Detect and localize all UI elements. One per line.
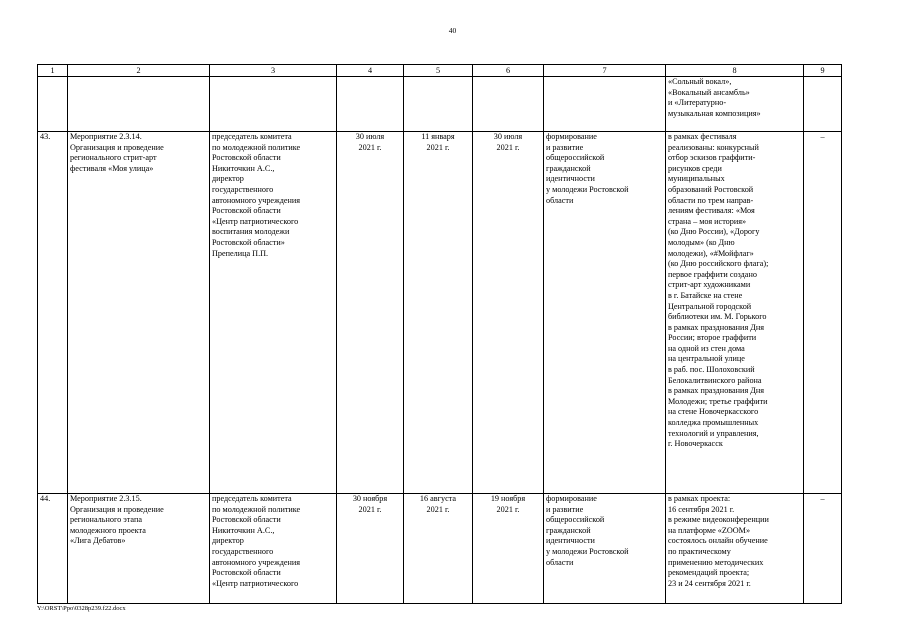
cell-event: Мероприятие 2.3.14. Организация и проведение регионального стрит-арт фестиваля «Моя улица» [68, 132, 210, 494]
cell-date-start: 30 ноября 2021 г. [337, 494, 404, 604]
cell-num [38, 77, 68, 132]
cell-reason: – [804, 494, 842, 604]
cell-date-actual: 16 августа 2021 г. [404, 494, 473, 604]
page-number: 40 [448, 26, 457, 35]
header-cell: 8 [666, 65, 804, 77]
header-cell: 4 [337, 65, 404, 77]
header-cell: 9 [804, 65, 842, 77]
cell-date-end [473, 77, 544, 132]
header-cell: 3 [210, 65, 337, 77]
cell-date-actual [404, 77, 473, 132]
cell-actual-result: в рамках фестиваля реализованы: конкурсный отбор эскизов граффити- рисунков среди муниципальных образований Ростовской области по трем направ- лениям фестиваля: «Моя страна – моя история» (ко Дню России), «Дорогу молодым» (ко Дню молодежи), «#Мойфлаг» (ко Дню российского флага); первое граффити создано стрит-арт художниками в г. Батайске на стене Центральной городской библиотеки им. М. Горького в рамках празднования Дня России; второе граффити на одной из стен дома на центральной улице в раб. пос. Шолоховский Белокалитвинского района в рамках празднования Дня Молодежи; третье граффити на стене Новочеркасского колледжа промышленных технологий и управления, г. Новочеркасск [666, 132, 804, 494]
header-cell: 1 [38, 65, 68, 77]
cell-date-end: 19 ноября 2021 г. [473, 494, 544, 604]
cell-actual-result: «Сольный вокал», «Вокальный ансамбль» и «Литературно- музыкальная композиция» [666, 77, 804, 132]
header-cell: 5 [404, 65, 473, 77]
cell-date-actual: 11 января 2021 г. [404, 132, 473, 494]
cell-result: формирование и развитие общероссийской гражданской идентичности у молодежи Ростовской области [544, 494, 666, 604]
header-cell: 2 [68, 65, 210, 77]
cell-reason [804, 77, 842, 132]
cell-date-start: 30 июля 2021 г. [337, 132, 404, 494]
cell-date-start [337, 77, 404, 132]
cell-responsible: председатель комитета по молодежной политике Ростовской области Никиточкин А.С., директор государственного автономного учреждения Ростовской области «Центр патриотического воспитания молодежи Ростовской области» Препелица П.П. [210, 132, 337, 494]
header-cell: 6 [473, 65, 544, 77]
cell-event: Мероприятие 2.3.15. Организация и проведение регионального этапа молодежного проекта «Лига Дебатов» [68, 494, 210, 604]
cell-result [544, 77, 666, 132]
cell-result: формирование и развитие общероссийской гражданской идентичности у молодежи Ростовской области [544, 132, 666, 494]
cell-reason: – [804, 132, 842, 494]
header-cell: 7 [544, 65, 666, 77]
cell-num: 44. [38, 494, 68, 604]
cell-num: 43. [38, 132, 68, 494]
table-row [38, 132, 842, 494]
table-row-continuation [38, 77, 842, 132]
cell-date-end: 30 июля 2021 г. [473, 132, 544, 494]
cell-responsible: председатель комитета по молодежной политике Ростовской области Никиточкин А.С., директор государственного автономного учреждения Ростовской области «Центр патриотического [210, 494, 337, 604]
header-row [38, 65, 842, 77]
report-table [37, 64, 842, 604]
cell-event [68, 77, 210, 132]
table-row [38, 494, 842, 604]
cell-actual-result: в рамках проекта: 16 сентября 2021 г. в режиме видеоконференции на платформе «ZOOM» состоялось онлайн обучение по практическому применению методических рекомендаций проекта; 23 и 24 сентября 2021 г. [666, 494, 804, 604]
cell-responsible [210, 77, 337, 132]
file-path-footer: Y:\ORST\Ppo\0328p239.f22.docx [37, 605, 126, 612]
